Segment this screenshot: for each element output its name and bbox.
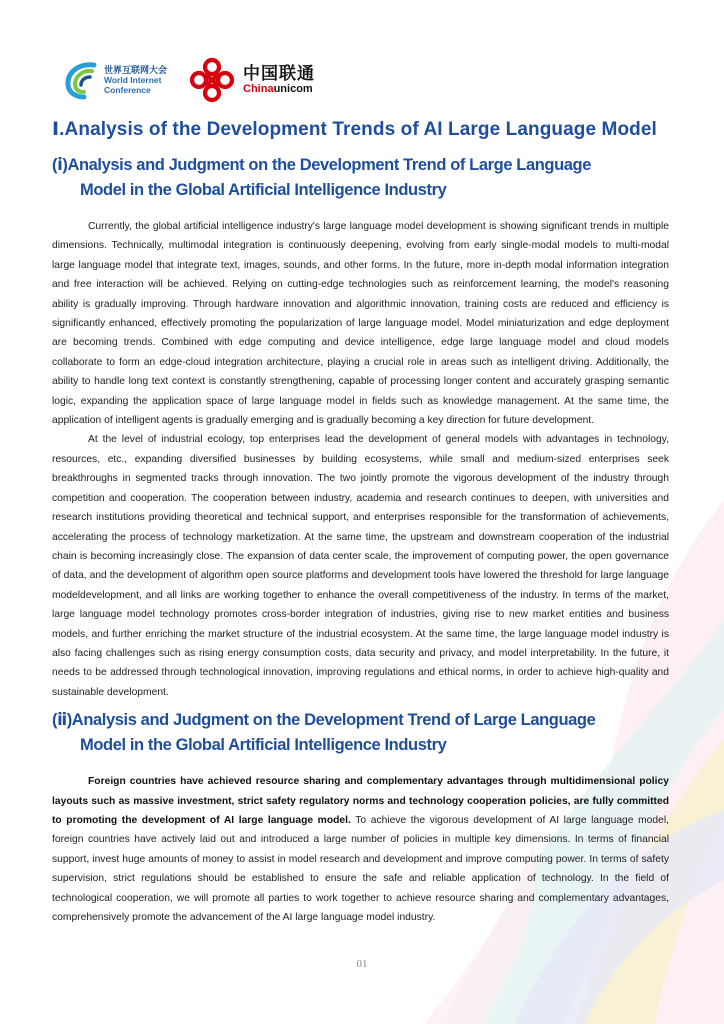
wic-logo	[64, 59, 167, 101]
wic-name	[104, 65, 167, 95]
wic-name-en-2: Conference	[104, 85, 151, 95]
subsection-1-title-line2: Model in the Global Artificial Intelligence Industry	[80, 181, 447, 199]
wic-name-cn: 世界互联网大会	[104, 65, 168, 75]
unicom-name-en-2: unicom	[273, 83, 313, 95]
subsection-2-title	[52, 708, 669, 758]
bold-lead-sentence: Foreign countries have achieved resource sharing and complementary advantages through multidimensional policy layouts such as massive investment, strict safety regulatory norms and technology cooperation policies, are fully committed to promoting the development of AI large language model.	[52, 776, 669, 826]
page-number: 01	[356, 958, 368, 970]
paragraph	[52, 772, 669, 927]
subsection-1-title	[52, 153, 669, 203]
subsection-1-title-line1: (ⅰ)Analysis and Judgment on the Development Trend of Large Language	[52, 156, 592, 174]
section-title: Ⅰ.Analysis of the Development Trends of AI Large Language Model	[52, 119, 657, 140]
paragraph-body: To achieve the vigorous development of AI large language model, foreign countries have actively laid out and introduced a large number of policies in multiple key dimensions. In terms of financial support, invest huge amounts of money to assist in model research and development and improve computing power. In terms of safety supervision, strict regulations should be established to ensure the safe and reliable application of technology. In the field of technological cooperation, we will promote all parties to work together to achieve resource sharing and complementary advantages, comprehensively promote the advancement of the AI large language model industry.	[52, 814, 669, 923]
china-unicom-logo	[187, 57, 315, 103]
paragraph: At the level of industrial ecology, top enterprises lead the development of general models with advantages in technology, resources, etc., expanding diversified businesses by building ecosystems, while small and medium-sized enterprises seek breakthroughs in segmented tracks through innovation. The two jointly promote the vigorous development of the industry through competition and cooperation. The cooperation between industry, academia and research continues to deepen, with universities and research institutions providing theoretical and technical support, and enterprises responsible for the transformation of achievements, accelerating the process of technology marketization. At the same time, the upstream and downstream cooperation of the industrial chain is becoming increasingly close. The expansion of data center scale, the improvement of computing power, the open governance of data, and the development of algorithm open source platforms and development tools have lowered the threshold for large language modeldevelopment, and all links are working together to enhance the overall competitiveness of the industry. In terms of the market, large language model technology promotes cross-border integration of industries, giving rise to new market entities and business models, and further enriching the market structure of the industrial ecosystem. At the same time, the large language model industry is also facing challenges such as rising energy consumption costs, data security and privacy, and model interpretability. In the future, it needs to be addressed through technological innovation, improving regulations and ethical norms, in order to achieve high-quality and sustainable development.	[52, 434, 669, 698]
page-header	[64, 55, 315, 105]
wic-emblem-icon	[64, 59, 98, 101]
unicom-name	[243, 64, 315, 96]
unicom-name-en	[243, 83, 315, 96]
unicom-name-cn: 中国联通	[243, 64, 316, 83]
document-body	[52, 118, 669, 927]
unicom-knot-icon	[187, 57, 237, 103]
subsection-2-title-line2: Model in the Global Artificial Intelligence Industry	[80, 736, 447, 755]
paragraph: Currently, the global artificial intelligence industry's large language model development is showing significant trends in multiple dimensions. Technically, multimodal integration is continuously deepening, evolving from early single-modal models to multi-modal large language model that integrate text, images, sounds, and other forms. In the future, more in-depth modal information integration and free interaction will be achieved. Relying on cutting-edge technologies such as reinforcement learning, the model's reasoning ability is gradually improving. Through hardware innovation and algorithmic innovation, training costs are reduced and efficiency is significantly enhanced, effectively promoting the popularization of large language model. Model miniaturization and edge deployment are becoming trends. Combined with edge computing and device intelligence, edge large language model and cloud models collaborate to form an edge-cloud integration architecture, playing a crucial role in areas such as intelligent driving. Additionally, the ability to handle long text context is constantly strengthening, capable of processing longer content and accurately grasping semantic logic, expanding the application space of large language model in fields such as knowledge management. At the same time, the application of intelligent agents is gradually emerging and is gradually becoming a key direction for future development.	[52, 221, 669, 427]
subsection-2-title-line1: (ⅱ)Analysis and Judgment on the Development Trend of Large Language	[52, 711, 596, 730]
wic-name-en-1: World Internet	[104, 75, 162, 85]
unicom-name-en-1: China	[243, 83, 274, 95]
